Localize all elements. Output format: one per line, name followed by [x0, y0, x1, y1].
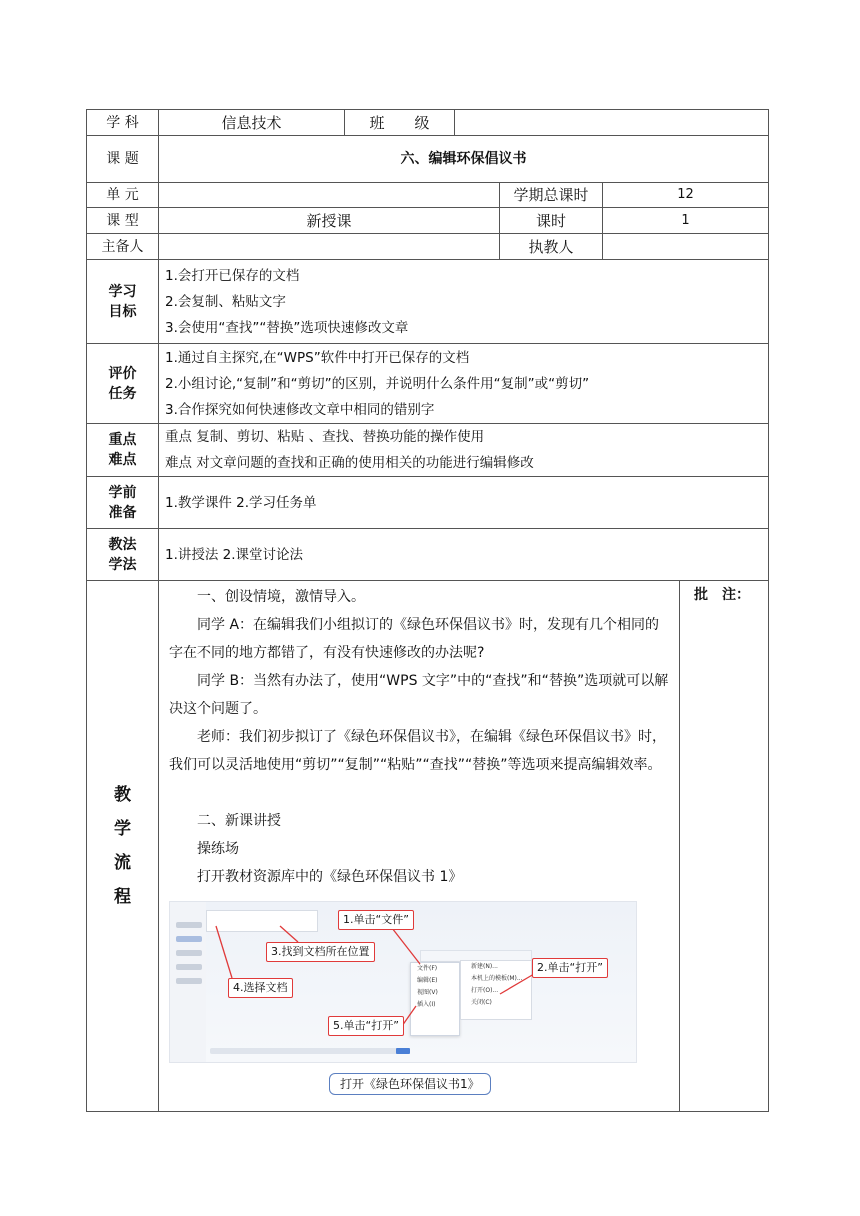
teacher-value [603, 234, 769, 260]
goals-list [159, 260, 769, 344]
flow-paragraph: 操练场 [197, 841, 239, 857]
flow-paragraph: 老师：我们初步拟订了《绿色环保倡议书》，在编辑《绿色环保倡议书》时，我们可以灵活地使用“剪切”“复制”“粘贴”“查找”“替换”等选项来提高编辑效率。 [169, 729, 666, 773]
topic-label: 课 题 [87, 136, 159, 183]
preparer-value [159, 234, 500, 260]
flow-paragraph: 打开教材资源库中的《绿色环保倡议书 1》 [197, 869, 463, 885]
class-label: 班 级 [345, 110, 455, 136]
hours-value: 1 [603, 208, 769, 234]
figure-caption: 打开《绿色环保倡议书1》 [329, 1073, 491, 1095]
tasks-list [159, 344, 769, 424]
screenshot-menu: 文件(F) 编辑(E) 视图(V) 插入(I) [410, 962, 460, 1036]
subject-value: 信息技术 [159, 110, 345, 136]
callout-5: 5.单击“打开” [328, 1016, 404, 1036]
tutorial-screenshot [169, 901, 637, 1063]
flow-paragraph: 同学 A：在编辑我们小组拟订的《绿色环保倡议书》时，发现有几个相同的字在不同的地方都错了，有没有快速修改的办法呢? [169, 617, 660, 661]
key-point-item: 难点 对文章问题的查找和正确的使用相关的功能进行编辑修改 [165, 455, 534, 471]
goals-label: 学习 目标 [87, 260, 159, 344]
teacher-label: 执教人 [500, 234, 603, 260]
goal-item: 3.会使用“查找”“替换”选项快速修改文章 [165, 319, 409, 336]
term-hours-value: 12 [603, 183, 769, 208]
screenshot-submenu: 新建(N)... 本机上的模板(M)... 打开(O)... 关闭(C) [460, 960, 532, 1020]
methods-value: 1.讲授法 2.课堂讨论法 [159, 529, 769, 581]
flow-paragraph: 二、新课讲授 [197, 813, 281, 829]
tasks-label: 评价 任务 [87, 344, 159, 424]
flow-content [159, 581, 680, 1112]
lesson-plan-table [86, 109, 769, 1112]
type-label: 课 型 [87, 208, 159, 234]
key-points-label: 重点 难点 [87, 424, 159, 477]
flow-paragraph: 一、创设情境，激情导入。 [197, 589, 365, 605]
callout-1: 1.单击“文件” [338, 910, 414, 930]
key-point-item: 重点 复制、剪切、粘贴 、查找、替换功能的操作使用 [165, 429, 485, 445]
subject-label: 学 科 [87, 110, 159, 136]
term-hours-label: 学期总课时 [500, 183, 603, 208]
callout-2: 2.单击“打开” [532, 958, 608, 978]
key-points-list [159, 424, 769, 477]
goal-item: 2.会复制、粘贴文字 [165, 293, 286, 310]
class-value [455, 110, 769, 136]
unit-value [159, 183, 500, 208]
task-item: 1.通过自主探究,在“WPS”软件中打开已保存的文档 [165, 349, 470, 366]
task-item: 3.合作探究如何快速修改文章中相同的错别字 [165, 401, 435, 418]
topic-value: 六、编辑环保倡议书 [159, 136, 769, 183]
task-item: 2.小组讨论,“复制”和“剪切”的区别，并说明什么条件用“复制”或“剪切” [165, 375, 590, 392]
prep-value: 1.教学课件 2.学习任务单 [159, 477, 769, 529]
preparer-label: 主备人 [87, 234, 159, 260]
hours-label: 课时 [500, 208, 603, 234]
callout-3: 3.找到文档所在位置 [266, 942, 375, 962]
unit-label: 单 元 [87, 183, 159, 208]
goal-item: 1.会打开已保存的文档 [165, 267, 300, 284]
callout-4: 4.选择文档 [228, 978, 293, 998]
flow-label: 教 学 流 程 [87, 581, 159, 1112]
flow-paragraph: 同学 B：当然有办法了，使用“WPS 文字”中的“查找”和“替换”选项就可以解决这个问题了。 [169, 673, 669, 717]
methods-label: 教法 学法 [87, 529, 159, 581]
prep-label: 学前 准备 [87, 477, 159, 529]
type-value: 新授课 [159, 208, 500, 234]
note-label: 批 注： [680, 581, 769, 1112]
